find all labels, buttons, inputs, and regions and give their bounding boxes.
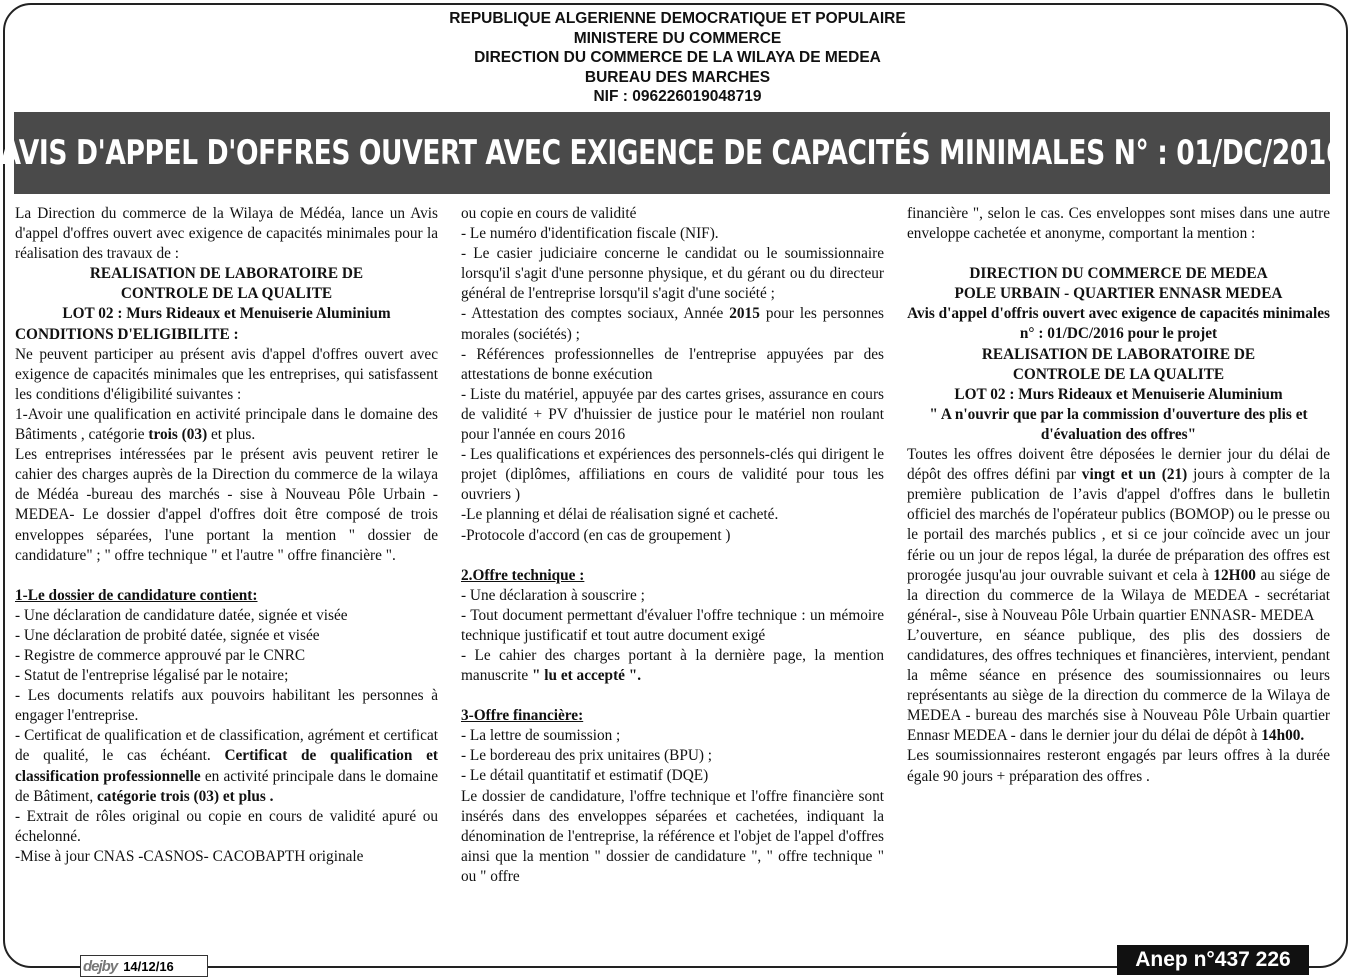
envelope-mention: REALISATION DE LABORATOIRE DE CONTROLE DE LA QUALITE bbox=[981, 345, 1256, 383]
header-line: REPUBLIQUE ALGERIENNE DEMOCRATIQUE ET POPULAIRE bbox=[449, 10, 906, 27]
envelope-mention: POLE URBAIN - QUARTIER ENNASR MEDEA bbox=[954, 285, 1283, 303]
anep-reference: Anep n°437 226 bbox=[1117, 945, 1309, 975]
deposit-text: Toutes les offres doivent être déposées le dernier jour du délai de dépôt des offres défini par vingt et un (21) jours à compter de la première publication de l’avis d'appel d'offres dans le bulletin officiel des marchés de l'opérateur publics (BOMOP) ou le presse ou le portail des marchés publics , et si ce jour coïncide avec un jour férie ou un jour de repos légal, la durée de préparation des offres est prorogée jusqu'au jour ouvrable suivant et cela à 12H00 au siége de la direction du commerce de la Wilaya de MEDEA - secrétariat général-, sise à Nouveau Pôle Urbain quartier ENNASR- MEDEA bbox=[907, 446, 1331, 624]
list-item: - Attestation des comptes sociaux, Année 2015 pour les personnes morales (sociétés) ; bbox=[461, 305, 884, 343]
list-item: - La lettre de soumission ; bbox=[461, 727, 621, 745]
conditions-text: Ne peuvent participer au présent avis d'appel d'offres ouvert avec exigence de capacités minimales que les entreprises, qui satisfassent les conditions d'éligibilité suivantes : bbox=[15, 345, 438, 403]
header-line: DIRECTION DU COMMERCE DE LA WILAYA DE MEDEA bbox=[474, 49, 881, 66]
footer-stamp bbox=[80, 955, 208, 977]
list-item: - Références professionnelles de l'entreprise appuyées par des attestations de bonne exécution bbox=[461, 345, 884, 383]
list-item: - Une déclaration de candidature datée, signée et visée bbox=[15, 606, 348, 624]
list-item: - Liste du matériel, appuyée par des cartes grises, assurance en cours de validité + PV d'huissier de justice pour le matériel non roulant pour l'année en cours 2016 bbox=[461, 385, 884, 444]
header-line: MINISTERE DU COMMERCE bbox=[573, 29, 782, 47]
publication-date: 14/12/16 bbox=[123, 958, 174, 974]
header-line: BUREAU DES MARCHES bbox=[584, 68, 771, 86]
technical-offer-title: 2.Offre technique : bbox=[461, 566, 585, 584]
envelope-mention: Avis d'appel d'offris ouvert avec exigence de capacités minimales n° : 01/DC/2016 pour le projet bbox=[907, 305, 1330, 343]
project-title: REALISATION DE LABORATOIRE DE CONTROLE DE LA QUALITE bbox=[89, 265, 364, 303]
opening-text: L’ouverture, en séance publique, des plis des dossiers de candidatures, des offres techniques et financières, intervient, pendant la même séance en présence des soumissionnaires ou leurs représentants au siège de la direction du commerce de la Wilaya de MEDEA - bureau des marchés sise à Nouveau Pôle Urbain quartier Ennasr MEDEA - dans le dernier jour du délai de dépôt à 14h00. bbox=[907, 626, 1330, 745]
certificate-text: - Certificat de qualification et de classification, agrément et certificat de qualité, le cas échéant. Certificat de qualification et classification professionnelle en activité principale dans le domaine de Bâtiment, catégorie trois (03) et plus . bbox=[15, 727, 438, 805]
envelope-mention: DIRECTION DU COMMERCE DE MEDEA bbox=[969, 265, 1268, 283]
list-item: - Tout document permettant d'évaluer l'offre technique : un mémoire technique justificatif et tout autre document exigé bbox=[461, 606, 884, 644]
title-banner bbox=[0, 112, 1344, 194]
list-item: - Le numéro d'identification fiscale (NIF). bbox=[461, 225, 719, 243]
column-2 bbox=[461, 204, 884, 887]
envelope-mention: " A n'ouvrir que par la commission d'ouverture des plis et d'évaluation des offres" bbox=[929, 405, 1308, 443]
continued-text: financière ", selon le cas. Ces enveloppes sont mises dans une autre enveloppe cachetée et anonyme, comportant la mention : bbox=[907, 205, 1330, 243]
intro-text: La Direction du commerce de la Wilaya de Médéa, lance un Avis d'appel d'offres ouvert avec exigence de capacités minimales pour la réalisation des travaux de : bbox=[15, 205, 438, 263]
publisher-logo: dejby bbox=[83, 957, 118, 975]
column-3 bbox=[907, 204, 1330, 787]
list-item: - Une déclaration à souscrire ; bbox=[461, 586, 645, 604]
list-item: - Statut de l'entreprise légalisé par le notaire; bbox=[15, 667, 289, 685]
column-1 bbox=[15, 204, 438, 867]
engagement-text: Les soumissionnaires resteront engagés par leurs offres à la durée égale 90 jours + préparation des offres . bbox=[907, 747, 1330, 785]
dossier-title: 1-Le dossier de candidature contient: bbox=[15, 586, 258, 604]
list-item: - Les qualifications et expériences des personnels-clés qui dirigent le projet (diplômes, affiliations en cours de validité pour tous les ouvriers ) bbox=[461, 446, 884, 504]
financial-text: Le dossier de candidature, l'offre technique et l'offre financière sont insérés dans des enveloppes séparées et cachetées, indiquant la dénomination de l'entreprise, la référence et l'objet de l'appel d'offres ainsi que la mention " dossier de candidature ", " offre technique " ou " offre bbox=[461, 787, 884, 885]
envelope-mention: LOT 02 : Murs Rideaux et Menuiserie Aluminium bbox=[954, 385, 1283, 403]
list-item: - Registre de commerce approuvé par le CNRC bbox=[15, 646, 306, 664]
list-item: - Le détail quantitatif et estimatif (DQE) bbox=[461, 767, 709, 785]
list-item: - Extrait de rôles original ou copie en cours de validité apuré ou échelonné. bbox=[15, 807, 438, 845]
list-item: - Une déclaration de probité datée, signée et visée bbox=[15, 626, 320, 644]
qualification-text: 1-Avoir une qualification en activité principale dans le domaine des Bâtiments , catégorie trois (03) et plus. bbox=[15, 405, 438, 444]
list-item: - Le cahier des charges portant à la dernière page, la mention manuscrite " lu et accepté ". bbox=[461, 646, 884, 685]
header-line: NIF : 096226019048719 bbox=[593, 88, 762, 105]
header bbox=[0, 9, 1355, 107]
list-item: - Le bordereau des prix unitaires (BPU) ; bbox=[461, 747, 713, 765]
list-item: -Mise à jour CNAS -CASNOS- CACOBAPTH originale bbox=[15, 847, 364, 865]
page-title: AVIS D'APPEL D'OFFRES OUVERT AVEC EXIGENCE DE CAPACITÉS MINIMALES N° : 01/DC/2016 bbox=[0, 133, 1344, 173]
list-item: -Protocole d'accord (en cas de groupement ) bbox=[461, 526, 731, 544]
lot-title: LOT 02 : Murs Rideaux et Menuiserie Aluminium bbox=[62, 305, 391, 323]
continued-text: ou copie en cours de validité bbox=[461, 205, 637, 222]
conditions-title: CONDITIONS D'ELIGIBILITE : bbox=[15, 325, 239, 343]
withdraw-text: Les entreprises intéressées par le présent avis peuvent retirer le cahier des charges auprès de la Direction du commerce de la wilaya de Médéa -bureau des marchés - sise à Nouveau Pôle Urbain - MEDEA- Le dossier d'appel d'offres doit être composé de trois enveloppes séparées, l'une portant la mention " dossier de candidature" ; " offre technique " et l'autre " offre financière ". bbox=[15, 446, 438, 564]
financial-offer-title: 3-Offre financière: bbox=[461, 707, 584, 725]
list-item: -Le planning et délai de réalisation signé et cacheté. bbox=[461, 506, 779, 524]
list-item: - Le casier judiciaire concerne le candidat ou le soumissionnaire lorsqu'il s'agit d'une personne physique, et du gérant ou du directeur général de l'entreprise lorsqu'il s'agit d'une société ; bbox=[461, 245, 884, 303]
list-item: - Les documents relatifs aux pouvoirs habilitant les personnes à engager l'entreprise. bbox=[15, 687, 438, 725]
